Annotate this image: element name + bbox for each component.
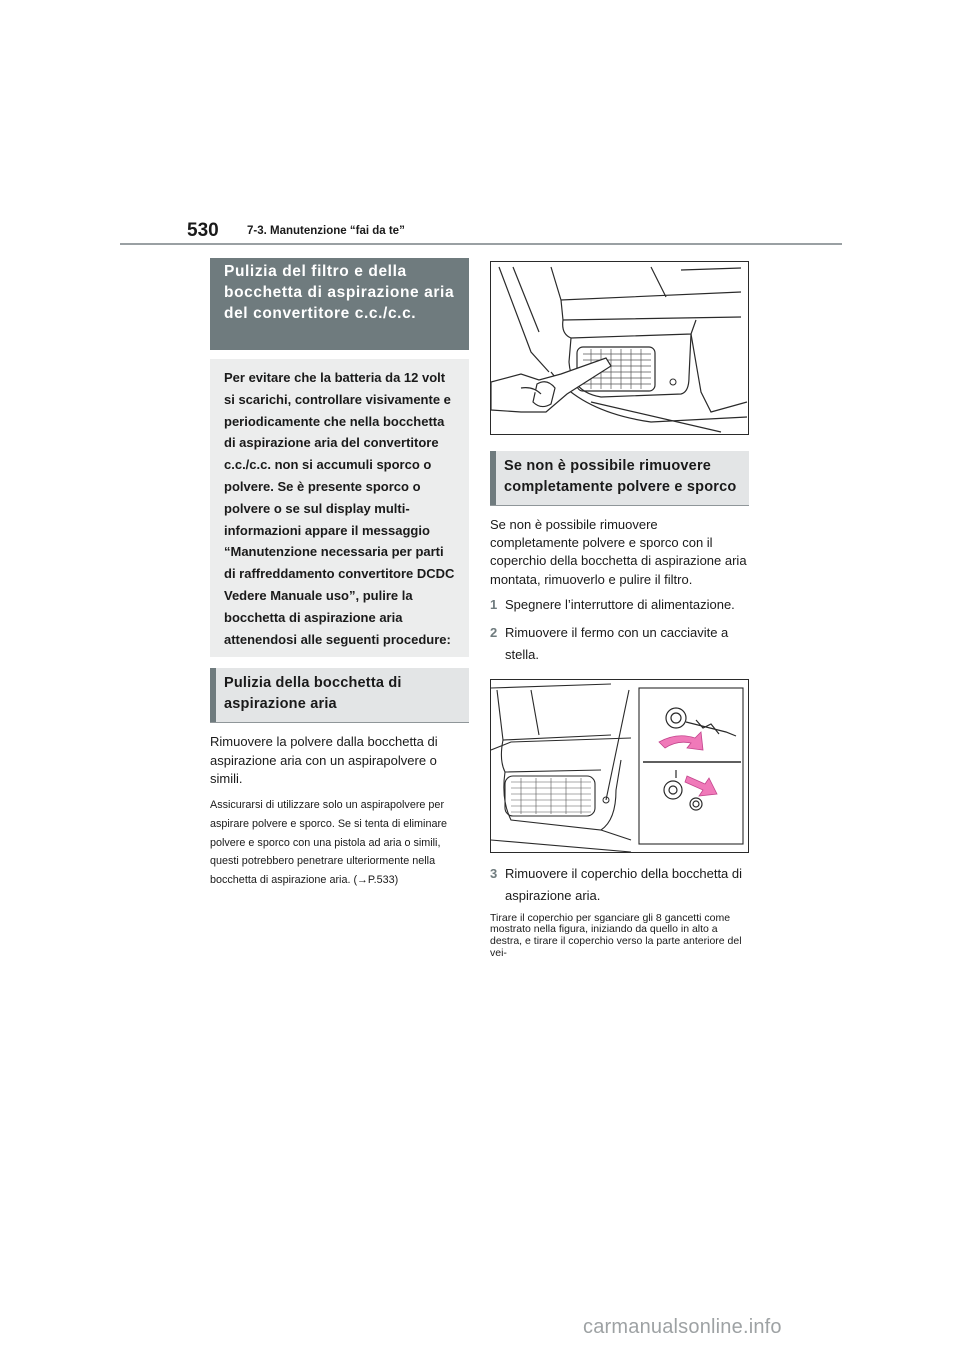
intro-box: Per evitare che la batteria da 12 volt si scarichi, controllare visivamente e periodicamente che nella bocchetta di aspirazione aria del convertitore c.c./c.c. non si accumuli sporco o polvere. Se è presente sporco o polvere o se sul display multi-informazioni appare il messaggio “Manutenzione necessaria per parti di raffreddamento convertitore DCDC Vedere Manuale uso”, pulire la bocchetta di aspirazione aria attenendosi alle seguenti procedure: [210, 359, 469, 657]
header-rule [120, 243, 842, 245]
figure-vacuum-cleaning [490, 261, 749, 435]
body-paragraph: Se non è possibile rimuovere completamente polvere e sporco con il coperchio della bocchetta di aspirazione aria montata, rimuoverlo e pulire il filtro. [490, 517, 747, 587]
steps-list-a [490, 594, 749, 666]
step-number: 1 [490, 596, 498, 612]
body-paragraph: Rimuovere la polvere dalla bocchetta di aspirazione aria con un aspirapolvere o simili. [210, 734, 438, 786]
section-label: 7-3. Manutenzione “fai da te” [247, 225, 405, 237]
page-number: 530 [187, 220, 219, 241]
step-item [490, 863, 749, 907]
note-paragraph: Assicurarsi di utilizzare solo un aspirapolvere per aspirare polvere e sporco. Se si tenta di eliminare polvere e sporco con una pistola ad aria o simili, questi potrebbero penetrare ulteriormente nella bocchetta di aspirazione aria. (→P.533) [210, 798, 448, 887]
sub-heading-text: Pulizia della bocchetta di aspirazione aria [224, 675, 402, 713]
sub-heading-dirt-removal [490, 451, 749, 506]
sub-heading-intake-cleaning [210, 668, 469, 723]
figure-remove-fastener [490, 679, 749, 853]
step-item [490, 594, 749, 616]
steps-list-b [490, 863, 749, 907]
step-item [490, 622, 749, 666]
sub-heading-text: Se non è possibile rimuovere completamente polvere e sporco [504, 458, 737, 495]
step-number: 3 [490, 865, 498, 881]
watermark: carmanualsonline.info [583, 1316, 782, 1338]
right-column [490, 261, 749, 959]
step-number: 2 [490, 624, 498, 640]
step-text: Rimuovere il fermo con un cacciavite a stella. [505, 624, 729, 662]
left-column [210, 258, 469, 890]
note-paragraph: Tirare il coperchio per sganciare gli 8 gancetti come mostrato nella figura, iniziando da quello in alto a destra, e tirare il coperchio verso la parte anteriore del vei- [490, 911, 742, 959]
section-title: Pulizia del filtro e della bocchetta di aspirazione aria del convertitore c.c./c.c. [210, 258, 469, 350]
step-text: Rimuovere il coperchio della bocchetta di aspirazione aria. [505, 865, 743, 903]
fastener-illustration [491, 680, 748, 852]
vacuum-illustration [491, 262, 748, 434]
step-text: Spegnere l’interruttore di alimentazione. [505, 596, 735, 612]
